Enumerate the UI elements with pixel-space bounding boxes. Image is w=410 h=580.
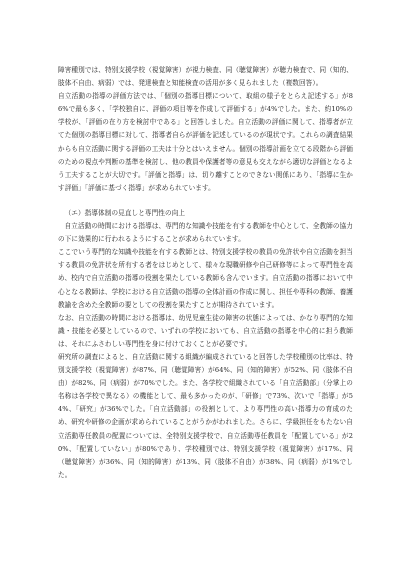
paragraph-evaluation-methods: 自立活動の指導の評価方法では、「個別の指導目標について、取組の様子をとらえ記述する」が86%で最も多く、「学校独自に、評価の項目等を作成して評価する」が4%でした。また、約10%の学校が、「評価の在り方を検討中である」と回答しました。自立活動の評価に関して、指導者が立てた個別の指導目標に対して、指導者自らが評価を記述しているのが現状です。これらの調査結果からも自立活動に関する評価の工夫は十分とはいえません。個別の指導計画を立てる段階から評価のための視点や判断の基準を検討し、他の教員や保護者等の意見も交えながら適切な評価となるよう工夫することが大切です。「評価と指導」は、切り離すことのできない関係にあり、「指導に生かす評価」「評価に基づく指導」が求められています。	[58, 92, 353, 192]
document-page	[58, 64, 353, 482]
paragraph-teaching-system: 自立活動の時間における指導は、専門的な知識や技能を有する教師を中心として、全教師の協力の下に効果的に行われるようにすることが求められています。	[58, 222, 353, 244]
paragraph-specialist-teachers: ここでいう専門的な知識や技能を有する教師とは、特別支援学校の教員の免許状や自立活動を担当する教員の免許状を所有する者をはじめとして、様々な現職研修や自己研修等によって専門性を高め、校内で自立活動の指導の役割を果たしている教師も含んでいます。自立活動の指導において中心となる教師は、学校における自立活動の指導の全体計画の作成に関し、担任や専科の教師、養護教諭を含めた全教師の要としての役割を果たすことが期待されています。	[58, 248, 353, 309]
paragraph-survey-results: 研究所の調査によると、自立活動に関する組織が編成されていると回答した学校種別の比率は、特別支援学校（視覚障害）が87%、同（聴覚障害）が64%、同（知的障害）が52%、同（肢体不自由）が82%、同（病弱）が70%でした。また、各学校で組織されている「自立活動部」（分掌上の名称は各学校で異なる）の機能として、最も多かったのが、「研修」で73%、次いで「指導」が54%、「研究」が36%でした。「自立活動部」の役割として、より専門性の高い指導力の育成のため、研究や研修の企画が求められていることがうかがわれました。さらに、学級担任をもたない自立活動専任教員の配置については、全特別支援学校で、自立活動専任教員を「配置している」が20%、「配置していない」が80%であり、学校種別では、特別支援学校（視覚障害）が17%、同（聴覚障害）が36%、同（知的障害）が13%、同（肢体不自由）が38%、同（病弱）が1%でした。	[58, 352, 353, 479]
paragraph-assessment-tools: 障害種別では、特別支援学校（視覚障害）が視力検査、同（聴覚障害）が聴力検査で、同（知的、肢体不自由、病弱）では、発達検査と知能検査の活用が多く見られました（複数回答）。	[58, 66, 353, 88]
section-heading: （エ）指導体制の見直しと専門性の向上	[64, 208, 186, 217]
paragraph-expertise-required: なお、自立活動の時間における指導は、幼児児童生徒の障害の状態によっては、かなり専門的な知識・技能を必要としているので、いずれの学校においても、自立活動の指導を中心的に担う教師は、それにふさわしい専門性を身に付けておくことが必要です。	[58, 313, 353, 348]
